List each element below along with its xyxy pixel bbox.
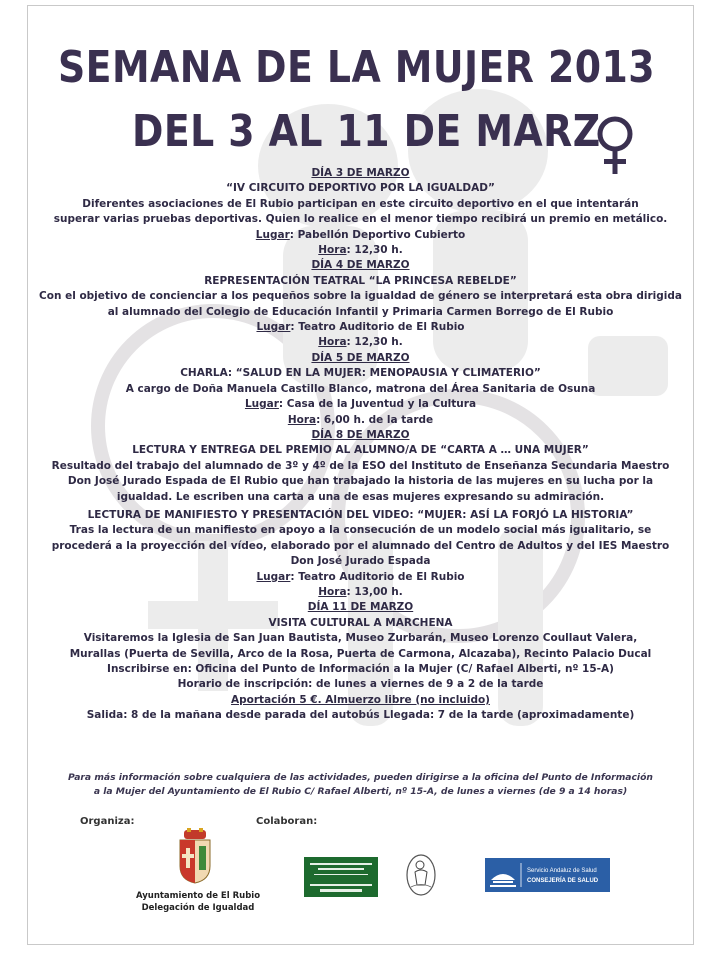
el-rubio-coat-of-arms-icon xyxy=(176,828,214,884)
lugar-label: Lugar xyxy=(255,228,290,241)
event-title: CHARLA: “SALUD EN LA MUJER: MENOPAUSIA Y CLIMATERIO” xyxy=(180,367,541,380)
lugar-value: : Teatro Auditorio de El Rubio xyxy=(290,570,465,583)
event-title: VISITA CULTURAL A MARCHENA xyxy=(268,616,453,629)
junta-consejeria-text: CONSEJERÍA DE SALUD xyxy=(527,878,599,884)
junta-andalucia-logo-icon xyxy=(485,858,610,892)
event-description: Con el objetivo de concienciar a los pequeños sobre la igualdad de género se interpretará esta obra dirigida xyxy=(39,290,682,303)
event-time xyxy=(28,335,693,350)
event-description: Horario de inscripción: de lunes a viernes de 9 a 2 de la tarde xyxy=(177,678,544,691)
event-description: Diferentes asociaciones de El Rubio participan en este circuito deportivo en el que intentarán xyxy=(82,197,639,210)
diputacion-sevilla-logo-icon xyxy=(304,857,378,897)
hora-label: Hora xyxy=(287,413,317,426)
lugar-value: : Pabellón Deportivo Cubierto xyxy=(289,228,466,241)
event-title: “IV CIRCUITO DEPORTIVO POR LA IGUALDAD” xyxy=(226,182,495,195)
event-title: REPRESENTACIÓN TEATRAL “LA PRINCESA REBELDE” xyxy=(204,274,517,287)
lugar-value: : Casa de la Juventud y la Cultura xyxy=(278,398,477,411)
hora-value: : 12,30 h. xyxy=(346,336,403,349)
event-description: al alumnado del Colegio de Educación Infantil y Primaria Carmen Borrego de El Rubio xyxy=(107,305,614,318)
association-logo-icon xyxy=(405,852,437,898)
organizer-caption xyxy=(128,890,268,914)
speaker-name: Doña Manuela Castillo Blanco xyxy=(192,382,369,395)
event-time xyxy=(28,413,693,428)
event-description: Murallas (Puerta de Sevilla, Arco de la Rosa, Puerta de Carmona, Alcazaba), Recinto Palacio Ducal xyxy=(69,647,652,660)
events-list xyxy=(28,166,693,724)
hora-value: : 6,00 h. de la tarde xyxy=(316,413,434,426)
event-title: LECTURA Y ENTREGA DEL PREMIO AL ALUMNO/A DE “CARTA A … UNA MUJER” xyxy=(132,444,589,457)
poster xyxy=(27,5,694,945)
event-description: Don José Jurado Espada de El Rubio que han trabajado la historia de las mujeres en su lucha por la xyxy=(67,475,654,488)
event-description: Visitaremos la Iglesia de San Juan Bautista, Museo Zurbarán, Museo Lorenzo Coullaut Valera, xyxy=(83,632,638,645)
event-time xyxy=(28,585,693,600)
more-info xyxy=(28,771,693,799)
event-day: DÍA 8 DE MARZO xyxy=(311,428,410,441)
info-line: Para más información sobre cualquiera de las actividades, pueden dirigirse a la oficina del Punto de Información xyxy=(68,772,653,783)
event-description: procederá a la proyección del vídeo, elaborado por el alumnado del Centro de Adultos y del IES Maestro xyxy=(51,539,670,552)
event-description: igualdad. Le escriben una carta a una de esas mujeres expresando su admiración. xyxy=(116,490,605,503)
hora-value: : 13,00 h. xyxy=(346,585,403,598)
event-place xyxy=(28,228,693,243)
event-description: Don José Jurado Espada xyxy=(290,555,431,568)
event-departure: Salida: 8 de la mañana desde parada del autobús Llegada: 7 de la tarde (aproximadamente) xyxy=(86,709,635,722)
colaboran-label: Colaboran: xyxy=(256,816,318,827)
event-place xyxy=(28,397,693,412)
event-title: LECTURA DE MANIFIESTO Y PRESENTACIÓN DEL VIDEO: “MUJER: ASÍ LA FORJÓ LA HISTORIA” xyxy=(87,508,634,521)
event-place xyxy=(28,320,693,335)
hora-label: Hora xyxy=(318,336,347,349)
lugar-label: Lugar xyxy=(256,570,291,583)
lugar-label: Lugar xyxy=(244,398,279,411)
event-description: superar varias pruebas deportivas. Quien lo realice en el menor tiempo recibirá un premio en metálico. xyxy=(53,213,668,226)
hora-value: : 12,30 h. xyxy=(346,244,403,257)
event-day: DÍA 4 DE MARZO xyxy=(311,259,410,272)
event-contribution: Aportación 5 €. Almuerzo libre (no incluido) xyxy=(231,693,490,706)
event-day: DÍA 11 DE MARZO xyxy=(307,601,414,614)
lugar-value: : Teatro Auditorio de El Rubio xyxy=(290,321,465,334)
description-text: , matrona del Área Sanitaria de Osuna xyxy=(368,382,596,395)
event-description: Inscribirse en: Oficina del Punto de Información a la Mujer (C/ Rafael Alberti, nº 15-A) xyxy=(107,663,614,675)
hora-label: Hora xyxy=(318,244,347,257)
delegacion-label: Delegación de Igualdad xyxy=(141,903,255,913)
lugar-label: Lugar xyxy=(256,321,291,334)
event-time xyxy=(28,243,693,258)
event-description: Tras la lectura de un manifiesto en apoyo a la consecución de un modelo social más igualitario, se xyxy=(69,524,652,537)
poster-title-line2: DEL 3 AL 11 DE MARZ xyxy=(132,106,601,157)
event-day: DÍA 5 DE MARZO xyxy=(311,351,410,364)
junta-service-text: Servicio Andaluz de Salud xyxy=(527,868,597,874)
poster-title-line1: SEMANA DE LA MUJER 2013 xyxy=(58,42,656,93)
event-description xyxy=(28,382,693,397)
info-line: a la Mujer del Ayuntamiento de El Rubio C/ Rafael Alberti, nº 15-A, de lunes a viernes (de 9 a 14 horas) xyxy=(93,786,628,797)
event-place xyxy=(28,570,693,585)
description-text: A cargo de xyxy=(125,382,193,395)
event-day: DÍA 3 DE MARZO xyxy=(311,167,410,179)
event-description: Resultado del trabajo del alumnado de 3º y 4º de la ESO del Instituto de Enseñanza Secundaria Maestro xyxy=(51,459,670,472)
ayuntamiento-label: Ayuntamiento de El Rubio xyxy=(135,891,261,901)
hora-label: Hora xyxy=(318,585,347,598)
organiza-label: Organiza: xyxy=(80,816,135,827)
